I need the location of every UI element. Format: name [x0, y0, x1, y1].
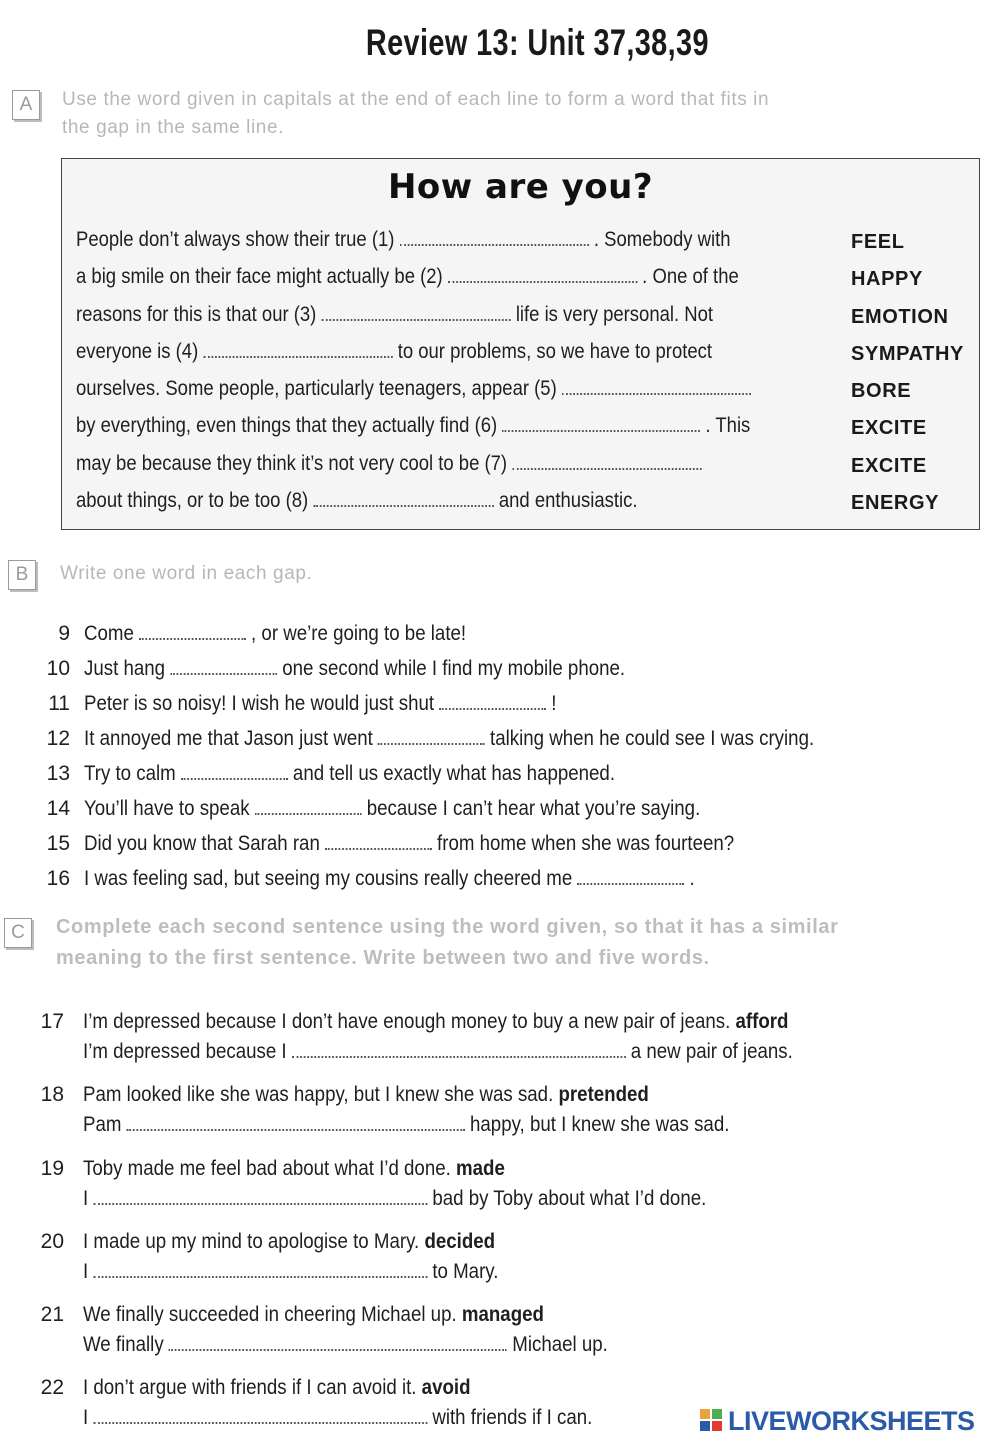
capital-word: EXCITE	[851, 417, 927, 439]
second-sentence	[83, 1113, 729, 1137]
question-number: 12	[46, 727, 70, 750]
capital-word: HAPPY	[851, 268, 923, 290]
answer-gap-12[interactable]	[378, 728, 485, 745]
text-after-gap: and tell us exactly what has happened.	[287, 762, 616, 785]
text-after-gap: to Mary.	[427, 1260, 499, 1283]
text-before-gap: I	[83, 1260, 94, 1283]
text-before-gap: by everything, even things that they actually find (6)	[76, 414, 503, 437]
answer-gap-22[interactable]	[93, 1407, 427, 1424]
question-number: 19	[40, 1157, 64, 1180]
question-text	[84, 657, 625, 681]
answer-gap-3[interactable]	[321, 304, 510, 321]
text-before-gap: Did you know that Sarah ran	[84, 832, 326, 855]
question-number: 10	[46, 657, 70, 680]
question-text	[84, 692, 556, 716]
question-text	[84, 867, 695, 891]
text-after-gap: a new pair of jeans.	[625, 1040, 793, 1063]
question-number: 16	[46, 867, 70, 890]
text-after-gap: talking when he could see I was crying.	[484, 727, 815, 750]
text-before-gap: ourselves. Some people, particularly teenagers, appear (5)	[76, 377, 562, 400]
answer-gap-11[interactable]	[439, 693, 546, 710]
question-number: 11	[48, 692, 70, 715]
capital-word: EXCITE	[851, 455, 927, 477]
text-after-gap: with friends if I can.	[427, 1406, 593, 1429]
text-before-gap: You’ll have to speak	[84, 797, 255, 820]
text-after-gap: because I can’t hear what you’re saying.	[361, 797, 701, 820]
section-c-label: C	[4, 918, 32, 948]
question-number: 9	[58, 622, 70, 645]
answer-gap-10[interactable]	[170, 658, 277, 675]
sentence-text: Toby made me feel bad about what I’d done.	[83, 1157, 451, 1180]
capital-word: FEEL	[851, 231, 905, 253]
answer-gap-21[interactable]	[169, 1334, 507, 1351]
section-c-instruction-1: Complete each second sentence using the word given, so that it has a similar	[56, 916, 839, 938]
second-sentence	[83, 1187, 706, 1211]
second-sentence	[83, 1040, 793, 1064]
text-after-gap: . One of the	[637, 265, 739, 288]
text-before-gap: everyone is (4)	[76, 340, 204, 363]
capital-word: BORE	[851, 380, 912, 402]
sentence-text: I’m depressed because I don’t have enough money to buy a new pair of jeans.	[83, 1010, 731, 1033]
text-before-gap: Come	[84, 622, 140, 645]
key-word: avoid	[421, 1376, 471, 1399]
section-c-instruction-2: meaning to the first sentence. Write between two and five words.	[56, 947, 710, 969]
liveworksheets-logo	[700, 1404, 975, 1438]
text-line	[76, 489, 638, 513]
question-number: 22	[40, 1376, 64, 1399]
text-line	[76, 377, 751, 401]
text-line	[76, 303, 713, 327]
text-after-gap: Michael up.	[507, 1333, 608, 1356]
capital-word: ENERGY	[851, 492, 940, 514]
text-before-gap: about things, or to be too (8)	[76, 489, 314, 512]
answer-gap-20[interactable]	[93, 1261, 427, 1278]
text-before-gap: I	[83, 1187, 94, 1210]
question-number: 13	[46, 762, 70, 785]
question-text	[84, 797, 700, 821]
text-before-gap: Try to calm	[84, 762, 181, 785]
text-before-gap: I	[83, 1406, 94, 1429]
key-word: made	[456, 1157, 505, 1180]
sentence-text: We finally succeeded in cheering Michael up.	[83, 1303, 457, 1326]
box-title: How are you?	[387, 167, 654, 207]
key-word: pretended	[558, 1083, 649, 1106]
sentence-text: I don’t argue with friends if I can avoid it.	[83, 1376, 417, 1399]
question-number: 15	[46, 832, 70, 855]
answer-gap-14[interactable]	[255, 798, 362, 815]
key-word: afford	[735, 1010, 789, 1033]
original-sentence	[83, 1303, 544, 1327]
original-sentence	[83, 1157, 505, 1181]
text-line	[76, 228, 731, 252]
answer-gap-18[interactable]	[127, 1114, 465, 1131]
section-a-instruction-1: Use the word given in capitals at the end of each line to form a word that fits in	[62, 89, 770, 110]
text-before-gap: People don’t always show their true (1)	[76, 228, 400, 251]
capital-word: SYMPATHY	[851, 343, 964, 365]
answer-gap-8[interactable]	[313, 490, 493, 507]
text-after-gap: to our problems, so we have to protect	[392, 340, 713, 363]
question-number: 18	[40, 1083, 64, 1106]
text-after-gap: one second while I find my mobile phone.	[277, 657, 626, 680]
question-text	[84, 622, 466, 646]
text-after-gap: bad by Toby about what I’d done.	[427, 1187, 707, 1210]
text-after-gap: . Somebody with	[588, 228, 731, 251]
section-b-instruction: Write one word in each gap.	[60, 563, 313, 584]
text-before-gap: I was feeling sad, but seeing my cousins really cheered me	[84, 867, 578, 890]
section-a-label: A	[12, 90, 40, 120]
answer-gap-16[interactable]	[577, 868, 684, 885]
text-after-gap: .	[684, 867, 695, 890]
question-number: 20	[40, 1230, 64, 1253]
liveworksheets-logo-text: LIVEWORKSHEETS	[728, 1405, 975, 1436]
text-before-gap: It annoyed me that Jason just went	[84, 727, 379, 750]
answer-gap-6[interactable]	[502, 415, 700, 432]
text-before-gap: may be because they think it’s not very cool to be (7)	[76, 452, 513, 475]
text-after-gap: happy, but I knew she was sad.	[464, 1113, 730, 1136]
key-word: managed	[461, 1303, 544, 1326]
second-sentence	[83, 1333, 608, 1357]
text-before-gap: We finally	[83, 1333, 169, 1356]
question-number: 21	[40, 1303, 64, 1326]
text-line	[76, 265, 739, 289]
answer-gap-1[interactable]	[400, 229, 589, 246]
question-text	[84, 762, 615, 786]
answer-gap-19[interactable]	[93, 1188, 427, 1205]
page-title: Review 13: Unit 37,38,39	[365, 22, 709, 63]
liveworksheets-logo-icon	[700, 1409, 724, 1433]
original-sentence	[83, 1010, 788, 1034]
answer-gap-5[interactable]	[562, 378, 751, 395]
answer-gap-4[interactable]	[203, 341, 392, 358]
question-text	[84, 727, 814, 751]
sentence-text: I made up my mind to apologise to Mary.	[83, 1230, 420, 1253]
text-before-gap: I’m depressed because I	[83, 1040, 292, 1063]
text-before-gap: Just hang	[84, 657, 171, 680]
text-after-gap: and enthusiastic.	[493, 489, 638, 512]
text-before-gap: a big smile on their face might actually be (2)	[76, 265, 448, 288]
answer-gap-13[interactable]	[181, 763, 288, 780]
answer-gap-17[interactable]	[292, 1041, 626, 1058]
text-after-gap: from home when she was fourteen?	[431, 832, 735, 855]
text-line	[76, 452, 701, 476]
answer-gap-2[interactable]	[448, 266, 637, 283]
section-a-instruction-2: the gap in the same line.	[62, 117, 285, 138]
text-line	[76, 414, 750, 438]
second-sentence	[83, 1260, 498, 1284]
text-after-gap: !	[546, 692, 557, 715]
question-text	[84, 832, 734, 856]
text-before-gap: Peter is so noisy! I wish he would just shut	[84, 692, 440, 715]
question-number: 14	[46, 797, 70, 820]
answer-gap-15[interactable]	[325, 833, 432, 850]
question-number: 17	[40, 1010, 64, 1033]
section-b-label: B	[8, 560, 36, 590]
original-sentence	[83, 1083, 649, 1107]
original-sentence	[83, 1376, 471, 1400]
answer-gap-7[interactable]	[512, 453, 701, 470]
text-before-gap: Pam	[83, 1113, 127, 1136]
sentence-text: Pam looked like she was happy, but I knew she was sad.	[83, 1083, 554, 1106]
text-after-gap: . This	[700, 414, 751, 437]
second-sentence	[83, 1406, 592, 1430]
text-before-gap: reasons for this is that our (3)	[76, 303, 322, 326]
text-line	[76, 340, 712, 364]
answer-gap-9[interactable]	[139, 623, 246, 640]
original-sentence	[83, 1230, 495, 1254]
capital-word: EMOTION	[851, 306, 949, 328]
key-word: decided	[424, 1230, 496, 1253]
text-after-gap: , or we’re going to be late!	[245, 622, 467, 645]
text-after-gap: life is very personal. Not	[510, 303, 714, 326]
